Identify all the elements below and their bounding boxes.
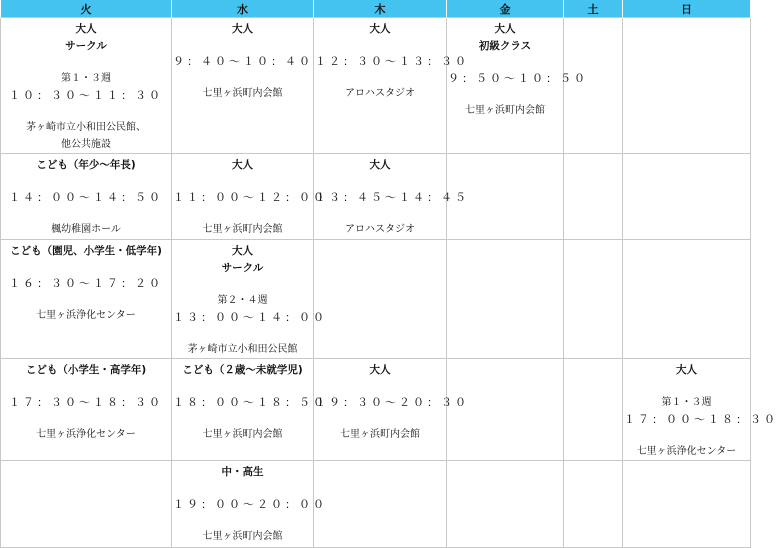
cell-sunday	[623, 359, 778, 461]
schedule-row	[1, 240, 751, 359]
spacer	[315, 379, 445, 394]
cell-friday	[447, 240, 564, 359]
class-time: ９：５０〜１０：５０	[448, 72, 588, 85]
cell-wednesday	[172, 154, 327, 240]
class-title: こども（園児、小学生・低学年)	[10, 245, 162, 257]
spacer	[315, 174, 445, 189]
class-title: 大人	[232, 23, 253, 35]
class-venue: アロハスタジオ	[345, 88, 415, 99]
cell-thursday	[314, 18, 469, 154]
cell-tuesday	[1, 154, 172, 240]
spacer	[2, 411, 170, 426]
spacer	[173, 513, 312, 528]
class-time: １７：００〜１８：３０	[624, 413, 778, 426]
header-saturday: 土	[564, 0, 623, 18]
spacer	[173, 70, 312, 85]
class-title: 大人	[232, 159, 253, 171]
class-title: サークル	[65, 40, 107, 52]
class-title: こども（２歳〜未就学児)	[182, 364, 303, 376]
cell-saturday	[564, 461, 623, 548]
header-tuesday: 火	[1, 0, 172, 18]
class-venue: 七里ヶ浜町内会館	[202, 224, 283, 235]
spacer	[173, 38, 312, 53]
spacer	[2, 55, 170, 70]
class-title: 大人	[75, 23, 97, 35]
spacer	[2, 206, 170, 221]
cell-thursday	[314, 154, 469, 240]
spacer	[173, 481, 312, 496]
class-venue: 他公共施設	[61, 139, 111, 150]
cell-sunday	[623, 461, 751, 548]
spacer	[2, 104, 170, 119]
class-time: １９：００〜２０：００	[173, 498, 327, 511]
class-week: 第２・４週	[217, 295, 268, 306]
cell-saturday	[564, 240, 623, 359]
spacer	[315, 411, 445, 426]
cell-saturday	[564, 154, 623, 240]
spacer	[2, 379, 170, 394]
cell-wednesday	[172, 18, 314, 154]
cell-friday	[447, 18, 588, 154]
class-time: １３：００〜１４：００	[173, 311, 327, 324]
class-time: １２：３０〜１３：３０	[315, 55, 469, 68]
class-venue: 七里ヶ浜町内会館	[465, 105, 545, 116]
cell-tuesday	[1, 240, 172, 359]
cell-thursday	[314, 359, 469, 461]
class-venue: 七里ヶ浜町内会館	[202, 429, 283, 440]
class-time: １８：００〜１８：５０	[173, 396, 327, 409]
spacer	[448, 87, 562, 102]
spacer	[2, 292, 170, 307]
class-venue: 七里ヶ浜浄化センター	[36, 429, 136, 440]
cell-tuesday	[1, 18, 172, 154]
class-title: こども（小学生・高学年)	[25, 364, 147, 376]
cell-wednesday	[172, 240, 327, 359]
header-wednesday: 水	[172, 0, 314, 18]
header-row	[1, 0, 751, 18]
spacer	[2, 260, 170, 275]
cell-saturday	[564, 18, 623, 154]
class-week: 第１・３週	[61, 73, 111, 84]
cell-thursday	[314, 461, 447, 548]
spacer	[173, 206, 312, 221]
spacer	[624, 379, 749, 394]
class-title: 初級クラス	[478, 40, 532, 52]
schedule-row	[1, 154, 751, 240]
class-venue: 楓幼稚園ホール	[51, 224, 121, 235]
class-title: 大人	[369, 364, 391, 376]
cell-friday	[447, 359, 564, 461]
class-venue: 七里ヶ浜町内会館	[340, 429, 420, 440]
spacer	[173, 411, 312, 426]
header-sunday: 日	[623, 0, 751, 18]
spacer	[624, 428, 749, 443]
class-venue: 茅ヶ崎市立小和田公民館	[187, 344, 298, 355]
class-title: 大人	[369, 159, 391, 171]
class-title: 大人	[676, 364, 697, 376]
schedule-row	[1, 18, 751, 154]
class-time: １９：３０〜２０：３０	[315, 396, 469, 409]
class-time: １７：３０〜１８：３０	[9, 396, 163, 409]
cell-tuesday	[1, 359, 172, 461]
class-time: １０：３０〜１１：３０	[9, 89, 163, 102]
class-venue: 七里ヶ浜浄化センター	[36, 310, 136, 321]
cell-saturday	[564, 359, 623, 461]
spacer	[173, 277, 312, 292]
class-title: 大人	[232, 245, 253, 257]
class-time: １６：３０〜１７：２０	[9, 277, 163, 290]
class-venue: アロハスタジオ	[345, 224, 415, 235]
class-time: ９：４０〜１０：４０	[173, 55, 313, 68]
class-venue: 茅ヶ崎市立小和田公民館、	[26, 122, 146, 133]
class-title: 大人	[494, 23, 516, 35]
schedule-row	[1, 461, 751, 548]
class-venue: 七里ヶ浜浄化センター	[636, 446, 737, 457]
cell-tuesday	[1, 461, 172, 548]
class-week: 第１・３週	[661, 397, 712, 408]
class-time: １４：００〜１４：５０	[9, 191, 163, 204]
spacer	[315, 206, 445, 221]
cell-wednesday	[172, 359, 327, 461]
header-friday: 金	[447, 0, 564, 18]
class-title: 大人	[369, 23, 391, 35]
header-thursday: 木	[314, 0, 447, 18]
spacer	[315, 38, 445, 53]
spacer	[173, 174, 312, 189]
cell-wednesday	[172, 461, 327, 548]
class-title: こども（年少〜年長)	[36, 159, 136, 171]
class-title: サークル	[221, 262, 264, 274]
cell-thursday	[314, 240, 447, 359]
class-venue: 七里ヶ浜町内会館	[202, 531, 283, 542]
cell-sunday	[623, 240, 751, 359]
class-time: １１：００〜１２：００	[173, 191, 327, 204]
class-title: 中・高生	[221, 466, 264, 478]
cell-sunday	[623, 154, 751, 240]
class-venue: 七里ヶ浜町内会館	[202, 88, 283, 99]
spacer	[173, 379, 312, 394]
cell-friday	[447, 461, 564, 548]
cell-sunday	[623, 18, 751, 154]
spacer	[315, 70, 445, 85]
spacer	[173, 326, 312, 341]
class-time: １３：４５〜１４：４５	[315, 191, 469, 204]
schedule-row	[1, 359, 751, 461]
spacer	[2, 174, 170, 189]
